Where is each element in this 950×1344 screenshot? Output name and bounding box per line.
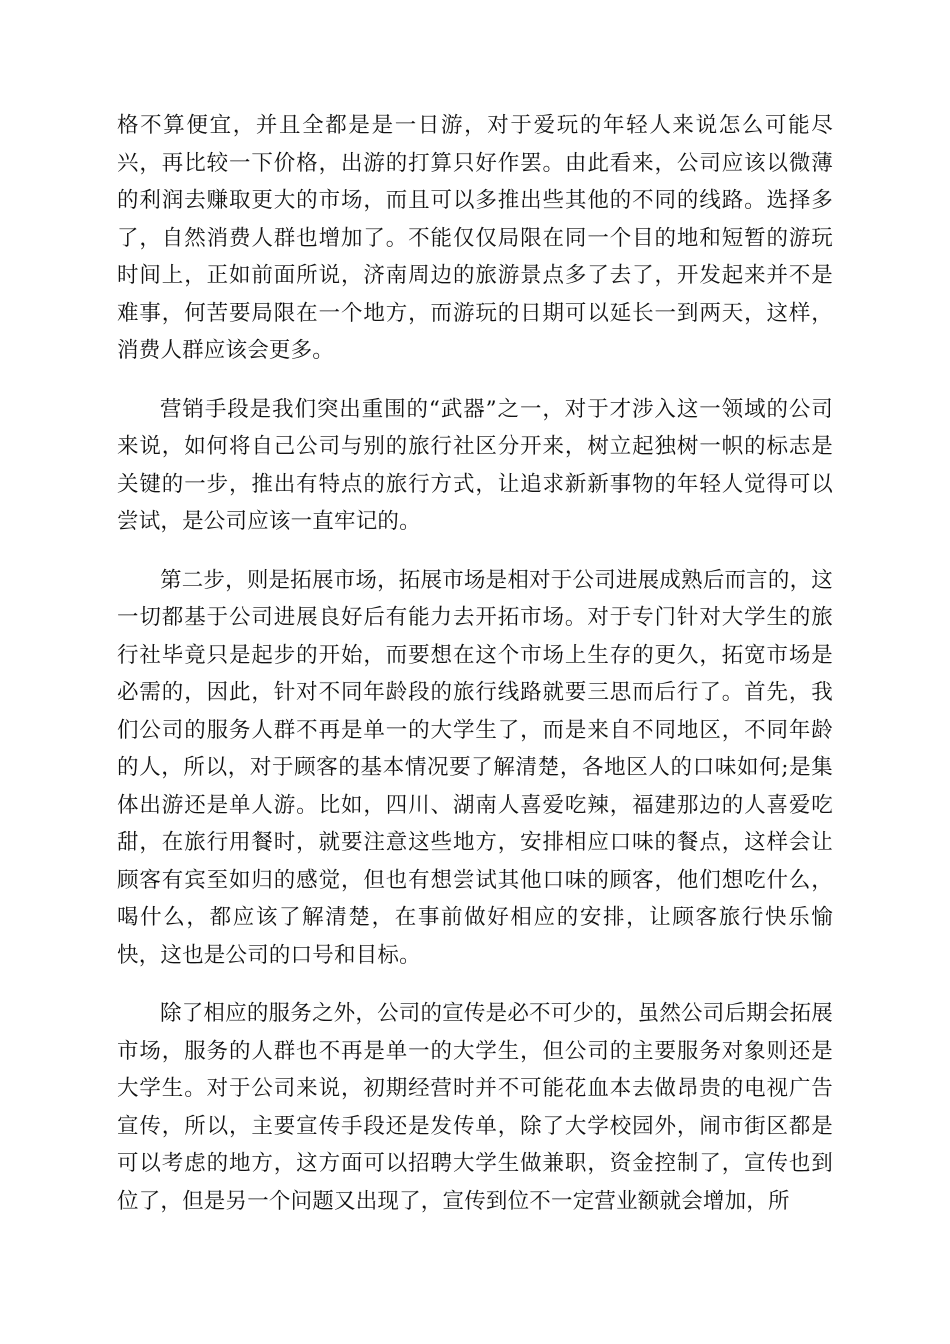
paragraph-marketing: 营销手段是我们突出重围的“武器”之一，对于才涉入这一领域的公司来说，如何将自己公司与别的旅行社区分开来，树立起独树一帜的标志是关键的一步，推出有特点的旅行方式，让追求新新事物的年轻人觉得可以尝试，是公司应该一直牢记的。 <box>117 396 833 534</box>
document-page <box>117 107 833 1241</box>
paragraph-promotion: 除了相应的服务之外，公司的宣传是必不可少的，虽然公司后期会拓展市场，服务的人群也不再是单一的大学生，但公司的主要服务对象则还是大学生。对于公司来说，初期经营时并不可能花血本去做昂贵的电视广告宣传，所以，主要宣传手段还是发传单，除了大学校园外，闹市街区都是可以考虑的地方，这方面可以招聘大学生做兼职，资金控制了，宣传也到位了，但是另一个问题又出现了，宣传到位不一定营业额就会增加，所 <box>117 1001 833 1214</box>
paragraph-continuation: 格不算便宜，并且全都是是一日游，对于爱玩的年轻人来说怎么可能尽兴，再比较一下价格，出游的打算只好作罢。由此看来，公司应该以微薄的利润去赚取更大的市场，而且可以多推出些其他的不同的线路。选择多了，自然消费人群也增加了。不能仅仅局限在同一个目的地和短暂的游玩时间上，正如前面所说，济南周边的旅游景点多了去了，开发起来并不是难事，何苦要局限在一个地方，而游玩的日期可以延长一到两天，这样，消费人群应该会更多。 <box>117 113 833 363</box>
paragraph-market-expansion: 第二步，则是拓展市场，拓展市场是相对于公司进展成熟后而言的，这一切都基于公司进展良好后有能力去开拓市场。对于专门针对大学生的旅行社毕竟只是起步的开始，而要想在这个市场上生存的更久，拓宽市场是必需的，因此，针对不同年龄段的旅行线路就要三思而后行了。首先，我们公司的服务人群不再是单一的大学生了，而是来自不同地区，不同年龄的人，所以，对于顾客的基本情况要了解清楚，各地区人的口味如何;是集体出游还是单人游。比如，四川、湖南人喜爱吃辣，福建那边的人喜爱吃甜，在旅行用餐时，就要注意这些地方，安排相应口味的餐点，这样会让顾客有宾至如归的感觉，但也有想尝试其他口味的顾客，他们想吃什么，喝什么，都应该了解清楚，在事前做好相应的安排，让顾客旅行快乐愉快，这也是公司的口号和目标。 <box>117 567 833 968</box>
